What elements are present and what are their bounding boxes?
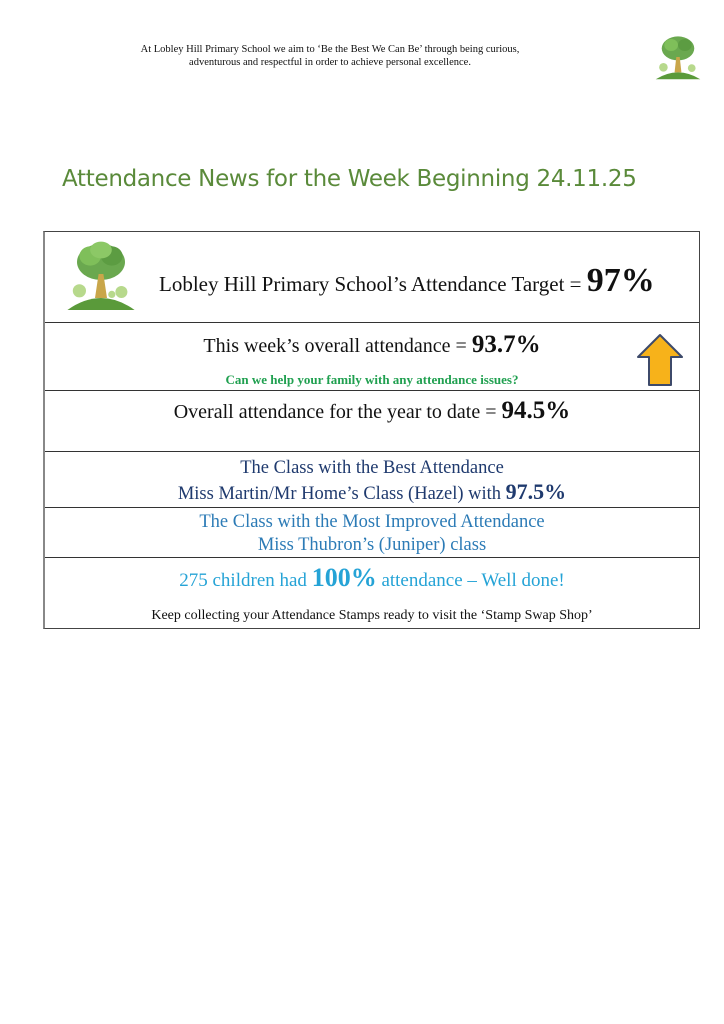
tree-logo-icon [652,33,704,81]
best-class [45,456,699,506]
target-value: 97% [586,262,655,299]
year-label: Overall attendance for the year to date = [173,401,502,423]
perfect-attendance [45,563,699,593]
year-value: 94.5% [501,397,571,424]
weekly-value: 93.7% [471,331,541,358]
tree-logo-icon [65,238,137,310]
page-title: Attendance News for the Week Beginning 24.11.25 [62,166,637,192]
perfect-attendance-row [45,557,699,628]
weekly-attendance [45,331,699,359]
attendance-table [43,231,700,629]
year-attendance [45,397,699,425]
best-class-detail [45,480,699,506]
most-improved [45,511,699,557]
perfect-prefix: 275 children had [179,570,312,591]
up-arrow-icon [635,333,685,387]
stamp-swap-message: Keep collecting your Attendance Stamps ready to visit the ‘Stamp Swap Shop’ [151,608,593,623]
perfect-value: 100% [311,563,377,592]
best-class-value: 97.5% [505,479,567,504]
most-improved-heading: The Class with the Most Improved Attendance [199,512,545,532]
target-label: Lobley Hill Primary School’s Attendance Target = [159,272,587,296]
most-improved-class: Miss Thubron’s (Juniper) class [257,535,487,555]
school-motto [100,43,560,69]
motto-line-2: adventurous and respectful in order to achieve personal excellence. [189,57,471,68]
year-attendance-row [45,390,699,451]
target-row [45,232,699,322]
weekly-label: This week’s overall attendance = [203,335,472,357]
most-improved-row [45,507,699,557]
attendance-target [159,262,655,300]
help-message: Can we help your family with any attendance issues? [225,372,519,387]
best-class-heading: The Class with the Best Attendance [240,458,504,478]
perfect-suffix: attendance – Well done! [376,570,565,591]
best-class-name: Miss Martin/Mr Home’s Class (Hazel) with [177,484,506,504]
best-class-row [45,451,699,507]
weekly-attendance-row [45,322,699,390]
motto-line-1: At Lobley Hill Primary School we aim to ‘Be the Best We Can Be’ through being curious, [140,44,520,55]
